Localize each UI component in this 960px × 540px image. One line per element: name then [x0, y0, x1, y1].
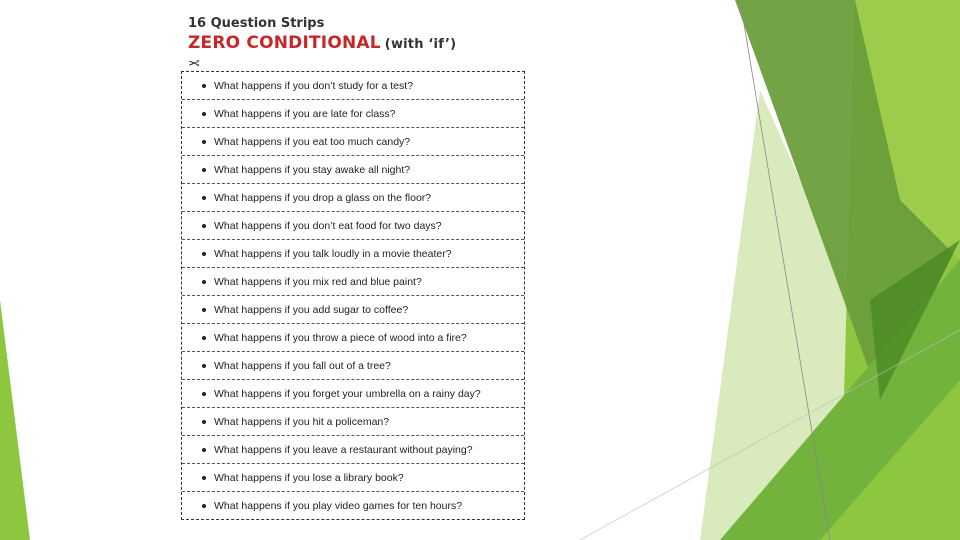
strip-item: [182, 492, 524, 519]
strip-text: What happens if you fall out of a tree?: [214, 359, 391, 372]
strip-item: [182, 268, 524, 296]
strip-item: [182, 296, 524, 324]
bullet-icon: [202, 252, 206, 256]
bullet-icon: [202, 280, 206, 284]
strip-item: [182, 380, 524, 408]
strip-item: [182, 184, 524, 212]
strip-item: [182, 436, 524, 464]
document-title: 16 Question Strips: [188, 16, 325, 31]
bullet-icon: [202, 84, 206, 88]
strip-text: What happens if you are late for class?: [214, 107, 396, 120]
strip-text: What happens if you throw a piece of wood into a fire?: [214, 331, 467, 344]
bullet-icon: [202, 392, 206, 396]
strip-item: [182, 464, 524, 492]
left-green-sliver: [0, 300, 30, 540]
strips-list: [181, 71, 525, 520]
strip-text: What happens if you leave a restaurant without paying?: [214, 443, 473, 456]
strip-text: What happens if you don’t eat food for two days?: [214, 219, 442, 232]
bullet-icon: [202, 336, 206, 340]
scissors-icon: ✂: [188, 55, 200, 71]
strip-text: What happens if you don’t study for a test?: [214, 79, 414, 92]
bullet-icon: [202, 140, 206, 144]
bullet-icon: [202, 504, 206, 508]
strip-item: [182, 352, 524, 380]
strip-text: What happens if you mix red and blue paint?: [214, 275, 422, 288]
bullet-icon: [202, 168, 206, 172]
bullet-icon: [202, 448, 206, 452]
strip-text: What happens if you drop a glass on the floor?: [214, 191, 432, 204]
strip-text: What happens if you lose a library book?: [214, 471, 404, 484]
bullet-icon: [202, 420, 206, 424]
strip-item: [182, 240, 524, 268]
strip-text: What happens if you forget your umbrella on a rainy day?: [214, 387, 481, 400]
bullet-icon: [202, 308, 206, 312]
strip-text: What happens if you eat too much candy?: [214, 135, 411, 148]
document-subtitle: [188, 33, 456, 53]
strip-item: [182, 156, 524, 184]
strip-text: What happens if you talk loudly in a movie theater?: [214, 247, 452, 260]
bullet-icon: [202, 224, 206, 228]
strip-text: What happens if you add sugar to coffee?: [214, 303, 409, 316]
strip-item: [182, 128, 524, 156]
strip-item: [182, 72, 524, 100]
strip-text: What happens if you hit a policeman?: [214, 415, 390, 428]
bullet-icon: [202, 196, 206, 200]
strip-item: [182, 408, 524, 436]
strip-item: [182, 324, 524, 352]
strip-text: What happens if you play video games for ten hours?: [214, 499, 463, 512]
bullet-icon: [202, 112, 206, 116]
strip-item: [182, 212, 524, 240]
strip-item: [182, 100, 524, 128]
bullet-icon: [202, 476, 206, 480]
bullet-icon: [202, 364, 206, 368]
subtitle-paren: (with ‘if’): [384, 37, 457, 52]
strip-text: What happens if you stay awake all night?: [214, 163, 411, 176]
subtitle-main: ZERO CONDITIONAL: [188, 33, 381, 53]
